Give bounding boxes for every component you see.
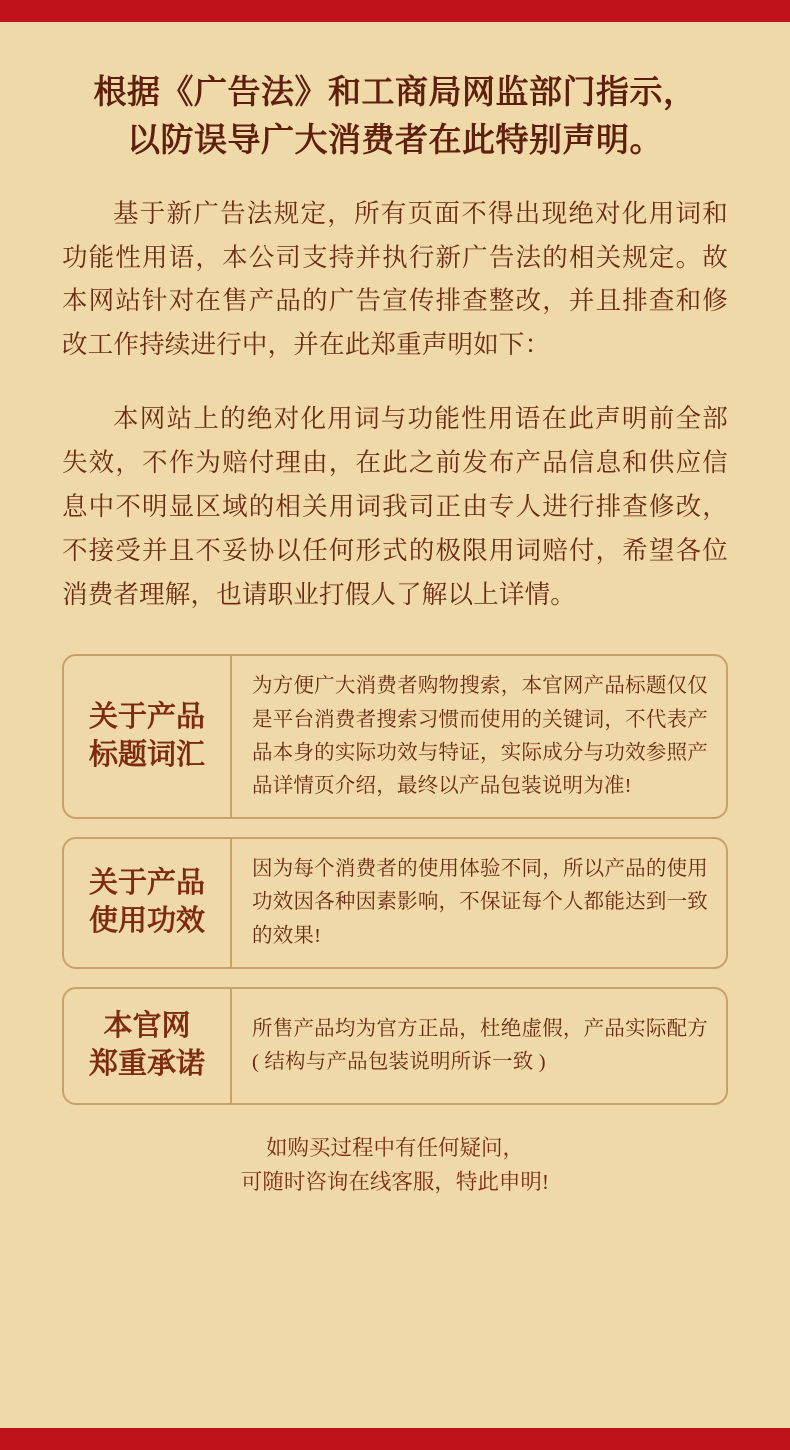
footer-note <box>62 1131 728 1200</box>
statement-card-product-title <box>62 654 728 819</box>
page-title-line-2: 以防误导广大消费者在此特别声明。 <box>127 122 663 159</box>
card-title-line-2: 使用功效 <box>88 905 205 938</box>
statement-card-list <box>62 654 728 1104</box>
card-title-line-1: 本官网 <box>103 1010 191 1043</box>
card-body-product-effect: 因为每个消费者的使用体验不同，所以产品的使用功效因各种因素影响，不保证每个人都能达到一致的效果! <box>252 858 708 947</box>
card-title-line-2: 郑重承诺 <box>88 1047 205 1080</box>
statement-content <box>0 22 790 1428</box>
page-title <box>62 70 728 166</box>
statement-paragraph-1: 基于新广告法规定，所有页面不得出现绝对化用词和功能性用语，本公司支持并执行新广告法的相关规定。故本网站针对在售产品的广告宣传排查整改，并且排查和修改工作持续进行中，并在此郑重声明如下： <box>62 198 728 360</box>
statement-card-official-promise <box>62 987 728 1105</box>
footer-note-line-1: 如购买过程中有任何疑问， <box>265 1135 524 1160</box>
top-decorative-bar <box>0 0 790 22</box>
card-title-line-1: 关于产品 <box>88 867 205 900</box>
card-body-product-title: 为方便广大消费者购物搜索，本官网产品标题仅仅是平台消费者搜索习惯而使用的关键词，不代表产品本身的实际功效与特证，实际成分与功效参照产品详情页介绍，最终以产品包装说明为准! <box>252 675 708 798</box>
statement-paragraph-2: 本网站上的绝对化用词与功能性用语在此声明前全部失效，不作为赔付理由，在此之前发布产品信息和供应信息中不明显区域的相关用词我司正由专人进行排查修改，不接受并且不妥协以任何形式的极限用词赔付，希望各位消费者理解，也请职业打假人了解以上详情。 <box>62 404 728 609</box>
card-title-line-2: 标题词汇 <box>88 738 205 771</box>
bottom-decorative-bar <box>0 1428 790 1450</box>
statement-card-product-effect <box>62 837 728 969</box>
card-title-product-effect <box>64 839 232 967</box>
footer-note-line-2: 可随时咨询在线客服，特此申明! <box>240 1170 550 1195</box>
page-title-line-1: 根据《广告法》和工商局网监部门指示， <box>93 75 697 111</box>
card-title-official-promise <box>64 989 232 1103</box>
card-body-official-promise: 所售产品均为官方正品，杜绝虚假，产品实际配方( 结构与产品包装说明所诉一致 ) <box>252 1017 708 1073</box>
card-title-product-title <box>64 656 232 817</box>
card-title-line-1: 关于产品 <box>88 701 205 734</box>
